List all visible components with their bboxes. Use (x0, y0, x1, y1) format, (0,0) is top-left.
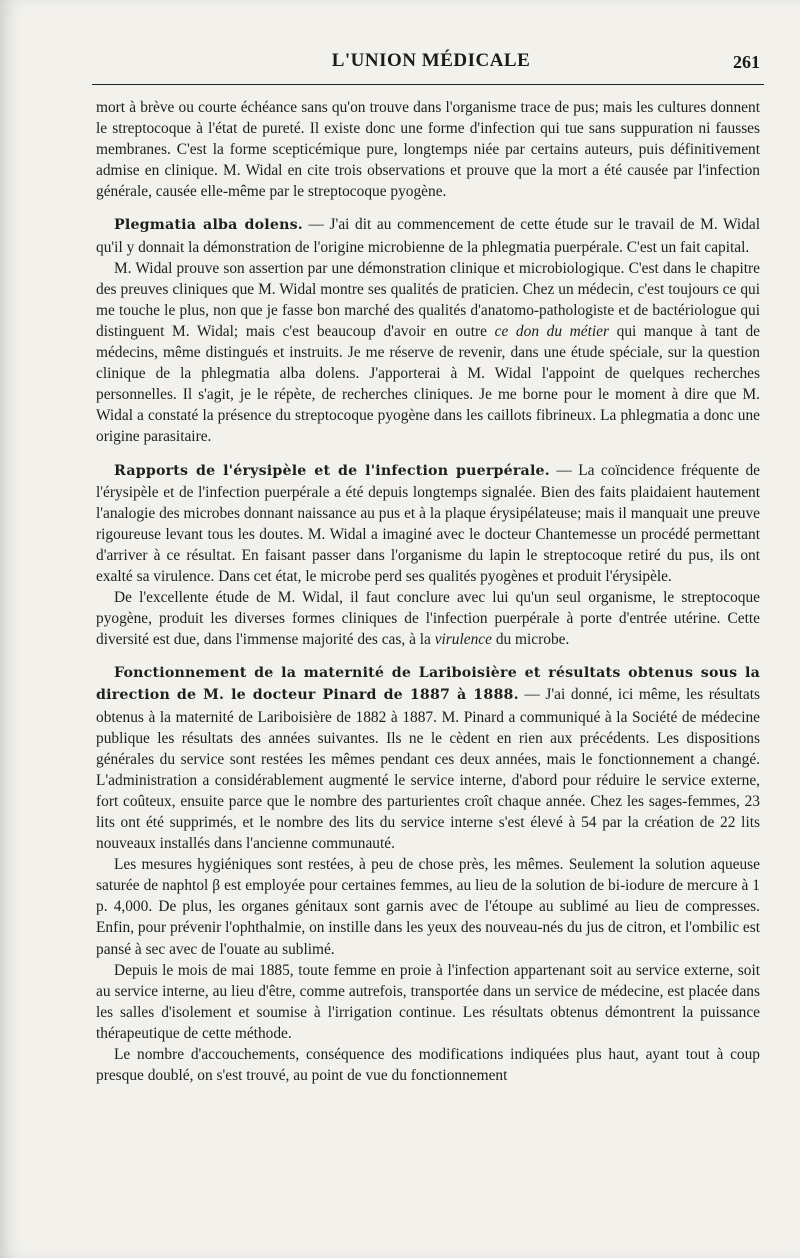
page-number: 261 (733, 52, 760, 72)
paragraph-isolation (96, 960, 760, 1044)
paragraph-text: qui manque à tant de médecins, même distingués et instruits. Je me réserve de revenir, dans une étude spéciale, sur la question clinique de la phlegmatia alba dolens. J'apporterai à M. Widal l'appoint de quelques recherches personnelles. Il s'agit, je le répète, de recherches cliniques. Je me borne pour le moment à dire que M. Widal a constaté la présence du streptocoque pyogène dans les caillots fibrineux. La phlegmatia a donc une origine parasitaire. (96, 322, 760, 446)
paragraph-hygiene (96, 854, 760, 959)
section-title: Fonctionnement de la maternité de Lariboisière et résultats obtenus sous la direction de M. le docteur Pinard de 1887 à 1888. (96, 665, 760, 704)
paragraph-emphasis: ce don du métier (494, 322, 609, 340)
paragraph-widal-proof (96, 258, 760, 448)
journal-title: L'UNION MÉDICALE (331, 50, 531, 71)
paragraph-text: Le nombre d'accouchements, conséquence des modifications indiquées plus haut, ayant tout à coup presque doublé, on s'est trouvé, au point de vue du fonctionnement (96, 1046, 760, 1085)
section-phlegmatia (96, 214, 760, 257)
paragraph-deliveries (96, 1044, 760, 1086)
section-title: Rapports de l'érysipèle et de l'infection puerpérale. (114, 462, 550, 479)
section-text: — J'ai donné, ici même, les résultats obtenus à la maternité de Lariboisière de 1882 à 1887. M. Pinard a communiqué à la Société de médecine publique les résultats des années suivantes. Ils ne le cèdent en rien aux précédents. Les dispositions générales du service sont restées les mêmes pendant ces deux années, mais le fonctionnement a changé. L'administration a considérablement augmenté le service interne, d'abord pour réduire le service externe, fort coûteux, ensuite parce que le nombre des parturientes croît chaque année. Chez les sages-femmes, 23 lits ont été supprimés, et le nombre des lits du service interne s'est élevé à 54 par la création de 22 lits nouveaux installés dans l'ancienne communauté. (96, 686, 760, 853)
paragraph-text: mort à brève ou courte échéance sans qu'on trouve dans l'organisme trace de pus; mais les cultures donnent le streptocoque à l'état de pureté. Il existe donc une forme d'infection qui tue sans suppuration ni fausses membranes. C'est la forme scepticémique pure, longtemps niée par certains auteurs, puis définitivement admise en clinique. M. Widal en cite trois observations et prouve que la mort a été causée par l'infection générale, causée elle-même par le streptocoque pyogène. (96, 99, 760, 201)
section-erysipelas (96, 460, 760, 588)
paragraph-conclusion (96, 587, 760, 650)
section-lariboisiere (96, 662, 760, 854)
section-text: — La coïncidence fréquente de l'érysipèle et de l'infection puerpérale a été depuis longtemps signalée. Bien des faits plaidaient hautement l'analogie des microbes donnant naissance au pus et à la plaque érysipélateuse; mais il manquait une preuve rigoureuse levant tous les doutes. M. Widal a imaginé avec le docteur Chantemesse un procédé permettant d'arriver à ce résultat. En faisant passer dans l'organisme du lapin le streptocoque retiré du pus, ils ont exalté sa virulence. Dans cet état, le microbe perd ses qualités pyogènes et produit l'érysipèle. (96, 461, 760, 585)
paragraph-text: De l'excellente étude de M. Widal, il faut conclure avec lui qu'un seul organisme, le streptocoque pyogène, produit les diverses formes cliniques de l'infection puerpérale à porte d'entrée utérine. Cette diversité est due, dans l'immense majorité des cas, à la (96, 589, 760, 649)
article-body (96, 97, 760, 1086)
header-rule (92, 84, 764, 85)
section-text: — J'ai dit au commencement de cette étude sur le travail de M. Widal qu'il y donnait la démonstration de l'origine microbienne de la phlegmatia puerpérale. C'est un fait capital. (96, 216, 760, 256)
paragraph-text: du microbe. (491, 631, 570, 649)
paragraph-emphasis: virulence (434, 631, 492, 649)
paragraph-text: Les mesures hygiéniques sont restées, à peu de chose près, les mêmes. Seulement la solution aqueuse saturée de naphtol β est employée pour certaines femmes, au lieu de la solution de bi-iodure de mercure à 1 p. 4,000. De plus, les organes génitaux sont garnis avec de l'étoupe au sublimé au lieu de compresses. Enfin, pour prévenir l'ophthalmie, on instille dans les yeux des nouveau-nés du jus de citron, et l'ombilic est pansé à sec avec de l'ouate au sublimé. (96, 856, 760, 958)
paragraph-septicemic (96, 97, 760, 202)
section-title: Plegmatia alba dolens. (114, 217, 303, 234)
paragraph-text: Depuis le mois de mai 1885, toute femme en proie à l'infection appartenant soit au service externe, soit au service interne, au lieu d'être, comme autrefois, transportée dans un service de médecine, est placée dans les salles d'isolement et soumise à l'irrigation continue. Les résultats obtenus démontrent la puissance thérapeutique de cette méthode. (96, 961, 760, 1042)
paragraph-text: M. Widal prouve son assertion par une démonstration clinique et microbiologique. C'est dans le chapitre des preuves cliniques que M. Widal montre ses qualités de praticien. Chez un médecin, c'est toujours ce qui me touche le plus, non que je fasse bon marché des qualités d'anatomo-pathologiste et de bactériologue qui distinguent M. Widal; mais c'est beaucoup d'avoir en outre (96, 259, 760, 340)
